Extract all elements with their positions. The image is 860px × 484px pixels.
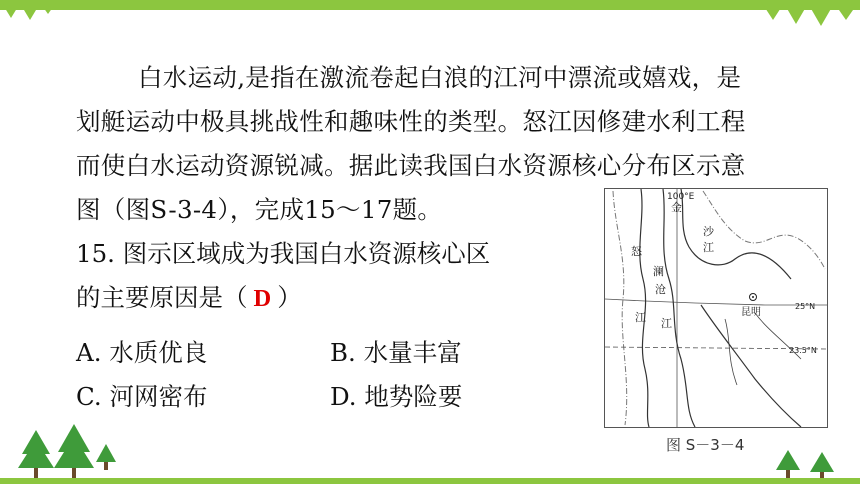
- bottom-decor-bar: [0, 478, 860, 484]
- top-left-leaf-decor: [0, 0, 60, 22]
- passage-line-3: 而使白水运动资源锐减。据此读我国白水资源核心分布区示意: [76, 151, 746, 180]
- option-c: C. 河网密布: [76, 382, 208, 411]
- option-a: A. 水质优良: [76, 338, 208, 367]
- longitude-label: 100°E: [667, 192, 695, 202]
- question-stem-line-2: [76, 276, 302, 321]
- question-stem-text: 的主要原因是（: [76, 283, 248, 312]
- question-stem-close: ）: [277, 283, 302, 312]
- map-drawing: [605, 189, 827, 427]
- map-char-jiang-2: 江: [661, 317, 672, 330]
- top-right-leaf-decor: [760, 0, 860, 28]
- answer-mark: D: [253, 285, 272, 312]
- map-char-sha: 沙: [703, 225, 714, 238]
- passage-line-4: 图（图S-3-4），完成15～17题。: [76, 195, 443, 224]
- passage-line-2: 划艇运动中极具挑战性和趣味性的类型。怒江因修建水利工程: [76, 107, 746, 136]
- passage-line-1: 白水运动,是指在激流卷起白浪的江河中漂流或嬉戏，是: [138, 63, 742, 92]
- option-d: D. 地势险要: [330, 382, 463, 411]
- map-char-nu: 怒: [631, 245, 642, 258]
- question-stem-line-1: 15. 图示区域成为我国白水资源核心区: [76, 239, 491, 268]
- map-char-lan: 澜: [653, 265, 664, 278]
- bottom-right-tree-decor: [770, 448, 850, 480]
- map-caption: 图 S－3－4: [666, 436, 745, 454]
- map-char-cang: 沧: [655, 283, 666, 296]
- map-char-jiang-3: 江: [635, 311, 646, 324]
- city-label-kunming: 昆明: [741, 307, 761, 318]
- latitude-23-label: 23.5°N: [789, 346, 817, 355]
- region-map: [604, 188, 828, 428]
- map-char-jiang-1: 江: [703, 241, 714, 254]
- option-b: B. 水量丰富: [330, 338, 462, 367]
- map-char-jin: 金: [671, 201, 682, 214]
- bottom-left-tree-decor: [16, 422, 116, 482]
- top-decor-bar: [0, 0, 860, 10]
- latitude-25-label: 25°N: [795, 302, 816, 311]
